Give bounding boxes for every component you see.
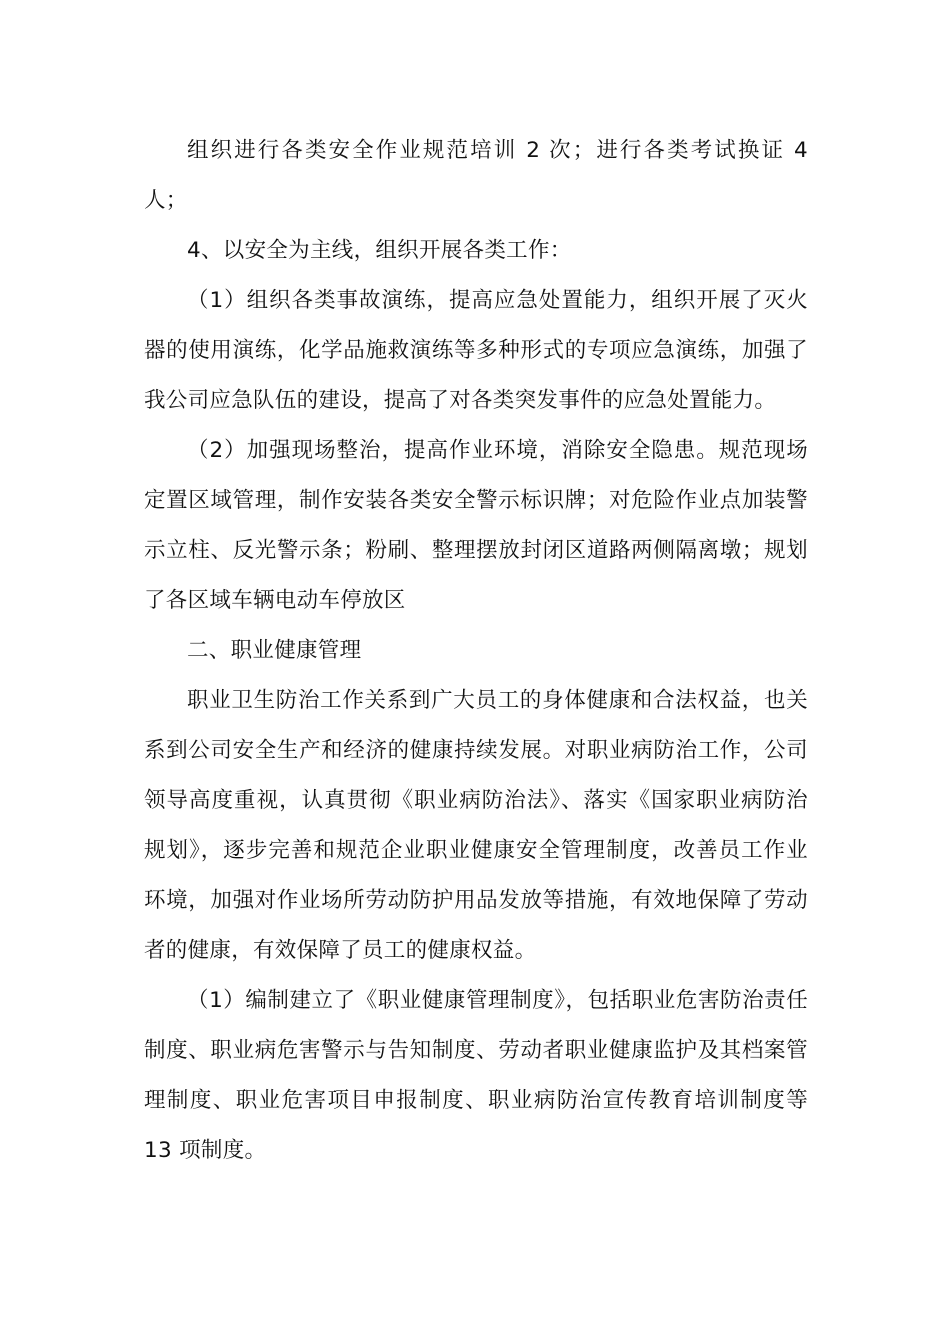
paragraph-health-management-system: （1）编制建立了《职业健康管理制度》，包括职业危害防治责任制度、职业病危害警示与告知制度、劳动者职业健康监护及其档案管理制度、职业危害项目申报制度、职业病防治宣传教育培训制度等 13 项制度。 — [144, 988, 808, 1163]
paragraph-site-rectification: （2）加强现场整治，提高作业环境，消除安全隐患。规范现场定置区域管理，制作安装各类安全警示标识牌；对危险作业点加装警示立柱、反光警示条；粉刷、整理摆放封闭区道路两侧隔离墩；规划了各区域车辆电动车停放区 — [144, 438, 808, 613]
paragraph-safety-mainline: 4、以安全为主线，组织开展各类工作： — [187, 238, 572, 263]
paragraph-occupational-health-overview: 职业卫生防治工作关系到广大员工的身体健康和合法权益，也关系到公司安全生产和经济的健康持续发展。对职业病防治工作，公司领导高度重视，认真贯彻《职业病防治法》、落实《国家职业病防治规划》，逐步完善和规范企业职业健康安全管理制度，改善员工作业环境，加强对作业场所劳动防护用品发放等措施，有效地保障了劳动者的健康，有效保障了员工的健康权益。 — [144, 688, 808, 963]
section-heading-occupational-health: 二、职业健康管理 — [187, 638, 362, 663]
paragraph-training: 组织进行各类安全作业规范培训 2 次；进行各类考试换证 4 人； — [144, 138, 808, 213]
document-body — [144, 126, 808, 1176]
paragraph-emergency-drills: （1）组织各类事故演练，提高应急处置能力，组织开展了灭火器的使用演练，化学品施救演练等多种形式的专项应急演练，加强了我公司应急队伍的建设，提高了对各类突发事件的应急处置能力。 — [144, 288, 808, 413]
